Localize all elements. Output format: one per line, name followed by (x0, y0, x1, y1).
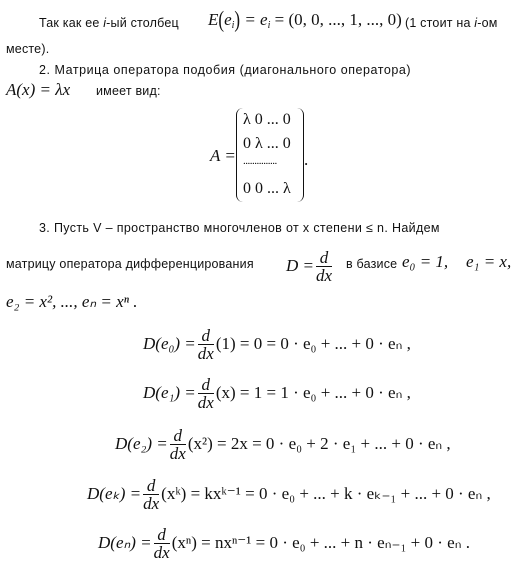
matrix-lhs: A = (210, 146, 236, 165)
matrix-body (243, 111, 299, 201)
p3-e1: e₁ = x, (466, 252, 512, 271)
matrix-period: . (304, 150, 309, 169)
matrix-row-1: λ 0 ... 0 (243, 111, 291, 128)
p1-line2: месте). (6, 42, 50, 56)
p3-D: D = $\frac{d}{dx}$ (286, 248, 333, 285)
p3-line2: матрицу оператора дифференцирования (6, 257, 254, 271)
p1-lead: Так как ее i-ый столбец (39, 16, 179, 30)
matrix-right-bracket (297, 108, 304, 202)
p1-note: (1 стоит на i-ом (405, 16, 498, 30)
matrix-row-3: ............... (243, 155, 277, 167)
equation-1: D(e₀) = $\frac{d}{dx}$ (1) = 0 = 0 · e₀ + ... + 0 · eₙ , (143, 326, 411, 363)
matrix-left-bracket (236, 108, 243, 202)
equation-5: D(eₙ) = $\frac{d}{dx}$ (xⁿ) = nxⁿ⁻¹ = 0 · e₀ + ... + n · eₙ₋₁ + 0 · eₙ . (98, 525, 470, 562)
p2-operator: A(x) = λx (6, 80, 71, 99)
p1-formula: $E(e_i) = e_i = (0$, 0, ..., 1, ..., 0) (208, 6, 402, 33)
matrix-row-2: 0 λ ... 0 (243, 135, 291, 152)
p2-line1: 2. Матрица оператора подобия (диагонального оператора) (39, 63, 412, 77)
p3-line1: 3. Пусть V – пространство многочленов от x степени ≤ n. Найдем (39, 221, 440, 235)
equation-4: D(eₖ) = $\frac{d}{dx}$ (xᵏ) = kxᵏ⁻¹ = 0 · e₀ + ... + k · eₖ₋₁ + ... + 0 · eₙ , (87, 476, 491, 513)
matrix-row-4: 0 0 ... λ (243, 180, 291, 197)
p3-line3: e₂ = x², ..., eₙ = xⁿ . (6, 292, 138, 311)
p2-tail: имеет вид: (96, 84, 161, 98)
p3-basis: в базисе (346, 257, 398, 271)
equation-3: D(e₂) = $\frac{d}{dx}$ (x²) = 2x = 0 · e₀ + 2 · e₁ + ... + 0 · eₙ , (115, 426, 451, 463)
equation-2: D(e₁) = $\frac{d}{dx}$ (x) = 1 = 1 · e₀ + ... + 0 · eₙ , (143, 375, 411, 412)
p3-e0: e₀ = 1, (402, 252, 449, 271)
